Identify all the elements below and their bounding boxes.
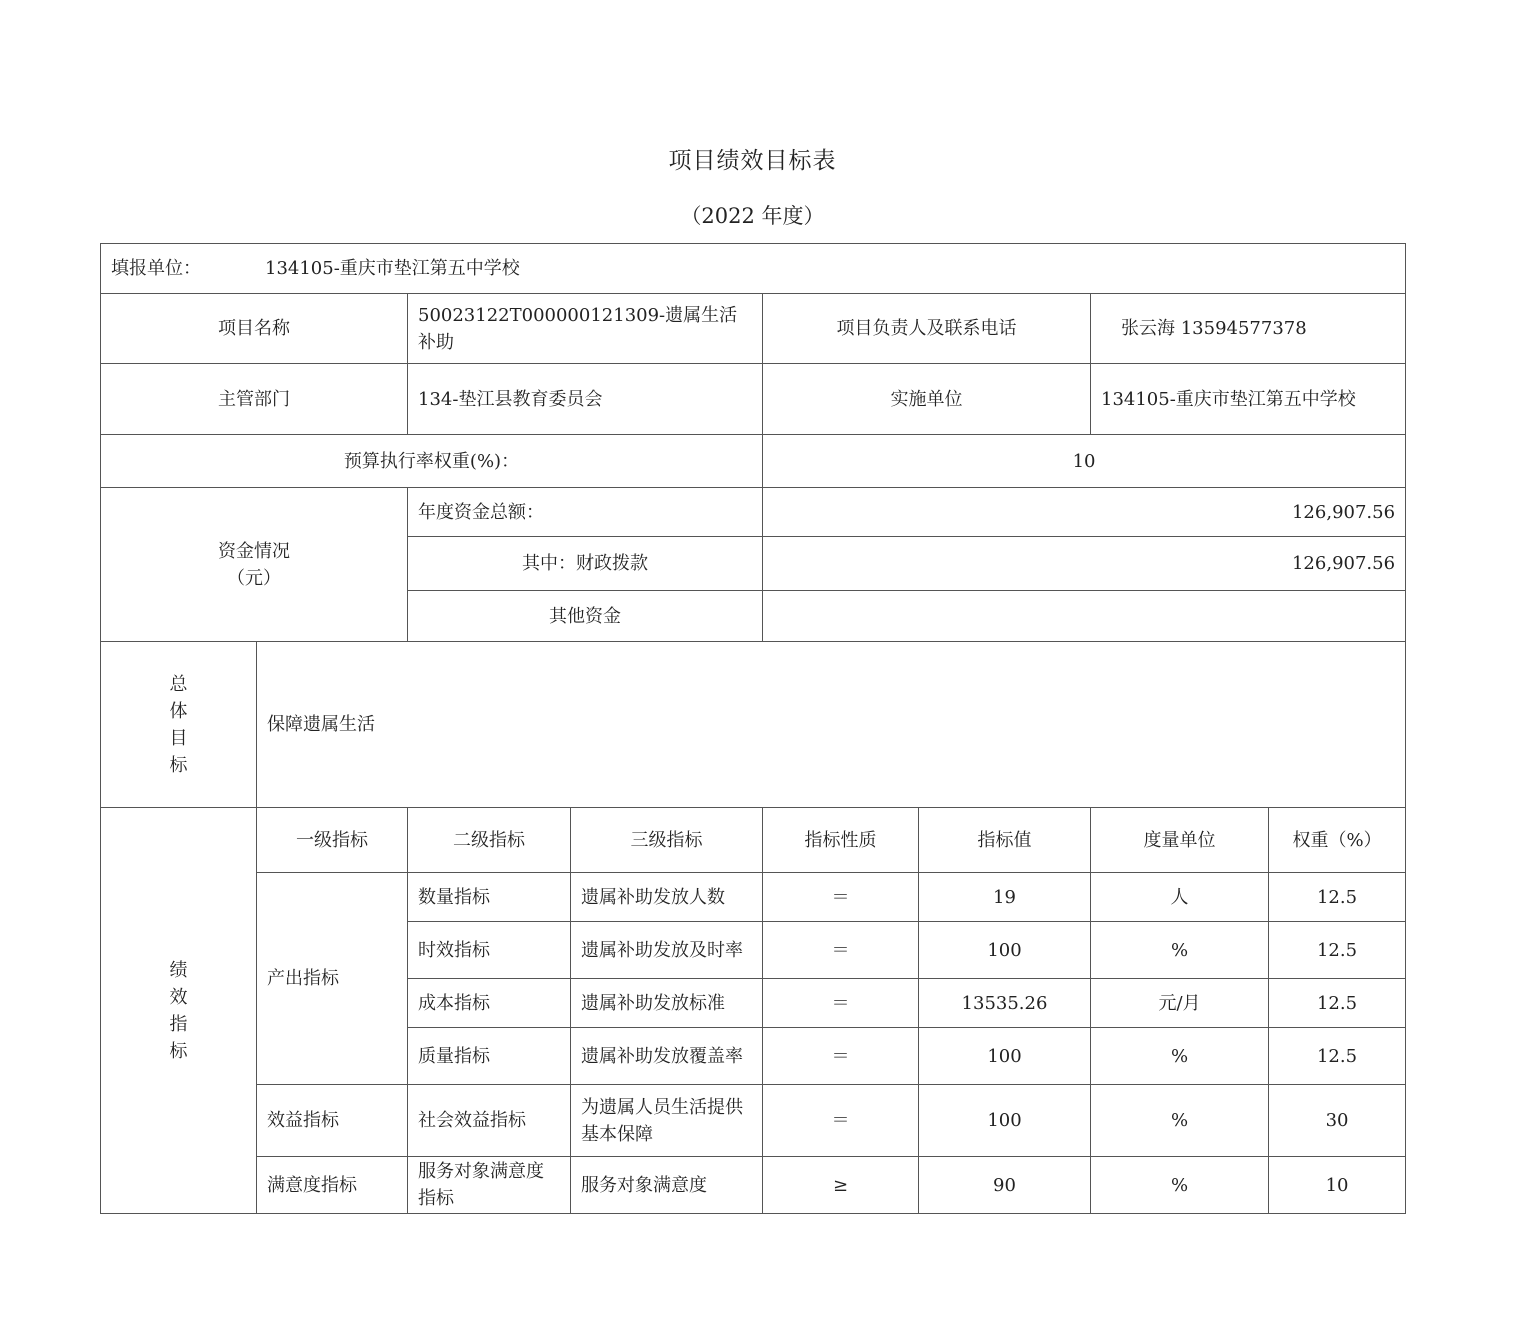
unit-cell: % — [1091, 922, 1269, 979]
level3-cell: 服务对象满意度 — [571, 1157, 763, 1214]
level2-cell: 时效指标 — [408, 922, 571, 979]
header-nature: 指标性质 — [763, 808, 919, 873]
header-level1: 一级指标 — [257, 808, 408, 873]
value-cell: 100 — [919, 922, 1091, 979]
level2-cell: 服务对象满意度指标 — [408, 1157, 571, 1214]
header-weight: 权重（%） — [1269, 808, 1406, 873]
value-cell: 100 — [919, 1085, 1091, 1157]
weight-cell: 12.5 — [1269, 873, 1406, 922]
unit-cell: 人 — [1091, 873, 1269, 922]
funds-label-line1: 资金情况 — [218, 540, 290, 562]
filing-unit-cell — [101, 244, 1406, 294]
performance-target-table — [100, 243, 1406, 1214]
filing-unit-label: 填报单位： — [111, 258, 201, 279]
funds-other-label: 其他资金 — [408, 591, 763, 642]
funds-label-line2: （元） — [227, 567, 281, 589]
header-level3: 三级指标 — [571, 808, 763, 873]
unit-cell: % — [1091, 1157, 1269, 1214]
value-cell: 13535.26 — [919, 979, 1091, 1028]
funds-label — [101, 488, 408, 642]
funds-fiscal-value: 126,907.56 — [763, 537, 1406, 591]
performance-indicators-label: 绩 效 指 标 — [101, 808, 257, 1214]
impl-unit-label: 实施单位 — [763, 364, 1091, 435]
nature-cell: ＝ — [763, 1085, 919, 1157]
impl-unit-value: 134105-重庆市垫江第五中学校 — [1091, 364, 1406, 435]
weight-cell: 12.5 — [1269, 922, 1406, 979]
project-name-label: 项目名称 — [101, 294, 408, 364]
level3-cell: 遗属补助发放及时率 — [571, 922, 763, 979]
nature-cell: ≥ — [763, 1157, 919, 1214]
nature-cell: ＝ — [763, 1028, 919, 1085]
weight-cell: 12.5 — [1269, 1028, 1406, 1085]
nature-cell: ＝ — [763, 979, 919, 1028]
overall-target-label: 总 体 目 标 — [101, 642, 257, 808]
level3-cell: 为遗属人员生活提供基本保障 — [571, 1085, 763, 1157]
overall-target-text: 保障遗属生活 — [257, 642, 1406, 808]
weight-cell: 12.5 — [1269, 979, 1406, 1028]
table-row — [101, 1157, 1406, 1214]
page-subtitle: （2022 年度） — [680, 204, 825, 228]
level1-benefit: 效益指标 — [257, 1085, 408, 1157]
table-row — [101, 1085, 1406, 1157]
level2-cell: 数量指标 — [408, 873, 571, 922]
level3-cell: 遗属补助发放人数 — [571, 873, 763, 922]
funds-other-value — [763, 591, 1406, 642]
table-row — [101, 873, 1406, 922]
unit-cell: % — [1091, 1085, 1269, 1157]
dept-label: 主管部门 — [101, 364, 408, 435]
level2-cell: 成本指标 — [408, 979, 571, 1028]
dept-value: 134-垫江县教育委员会 — [408, 364, 763, 435]
project-contact-value: 张云海 13594577378 — [1091, 294, 1406, 364]
unit-cell: 元/月 — [1091, 979, 1269, 1028]
header-unit: 度量单位 — [1091, 808, 1269, 873]
weight-cell: 30 — [1269, 1085, 1406, 1157]
level3-cell: 遗属补助发放标准 — [571, 979, 763, 1028]
nature-cell: ＝ — [763, 873, 919, 922]
level2-cell: 社会效益指标 — [408, 1085, 571, 1157]
level3-cell: 遗属补助发放覆盖率 — [571, 1028, 763, 1085]
header-level2: 二级指标 — [408, 808, 571, 873]
value-cell: 90 — [919, 1157, 1091, 1214]
level2-cell: 质量指标 — [408, 1028, 571, 1085]
page-title: 项目绩效目标表 — [668, 148, 837, 174]
unit-cell: % — [1091, 1028, 1269, 1085]
funds-total-label: 年度资金总额： — [408, 488, 763, 537]
header-value: 指标值 — [919, 808, 1091, 873]
budget-weight-value: 10 — [763, 435, 1406, 488]
funds-fiscal-label: 其中：财政拨款 — [408, 537, 763, 591]
project-name-value: 50023122T000000121309-遗属生活补助 — [408, 294, 763, 364]
budget-weight-label: 预算执行率权重(%)： — [101, 435, 763, 488]
level1-output: 产出指标 — [257, 873, 408, 1085]
filing-unit-value: 134105-重庆市垫江第五中学校 — [265, 258, 520, 279]
value-cell: 100 — [919, 1028, 1091, 1085]
funds-total-value: 126,907.56 — [763, 488, 1406, 537]
value-cell: 19 — [919, 873, 1091, 922]
nature-cell: ＝ — [763, 922, 919, 979]
weight-cell: 10 — [1269, 1157, 1406, 1214]
project-contact-label: 项目负责人及联系电话 — [763, 294, 1091, 364]
level1-satisfaction: 满意度指标 — [257, 1157, 408, 1214]
